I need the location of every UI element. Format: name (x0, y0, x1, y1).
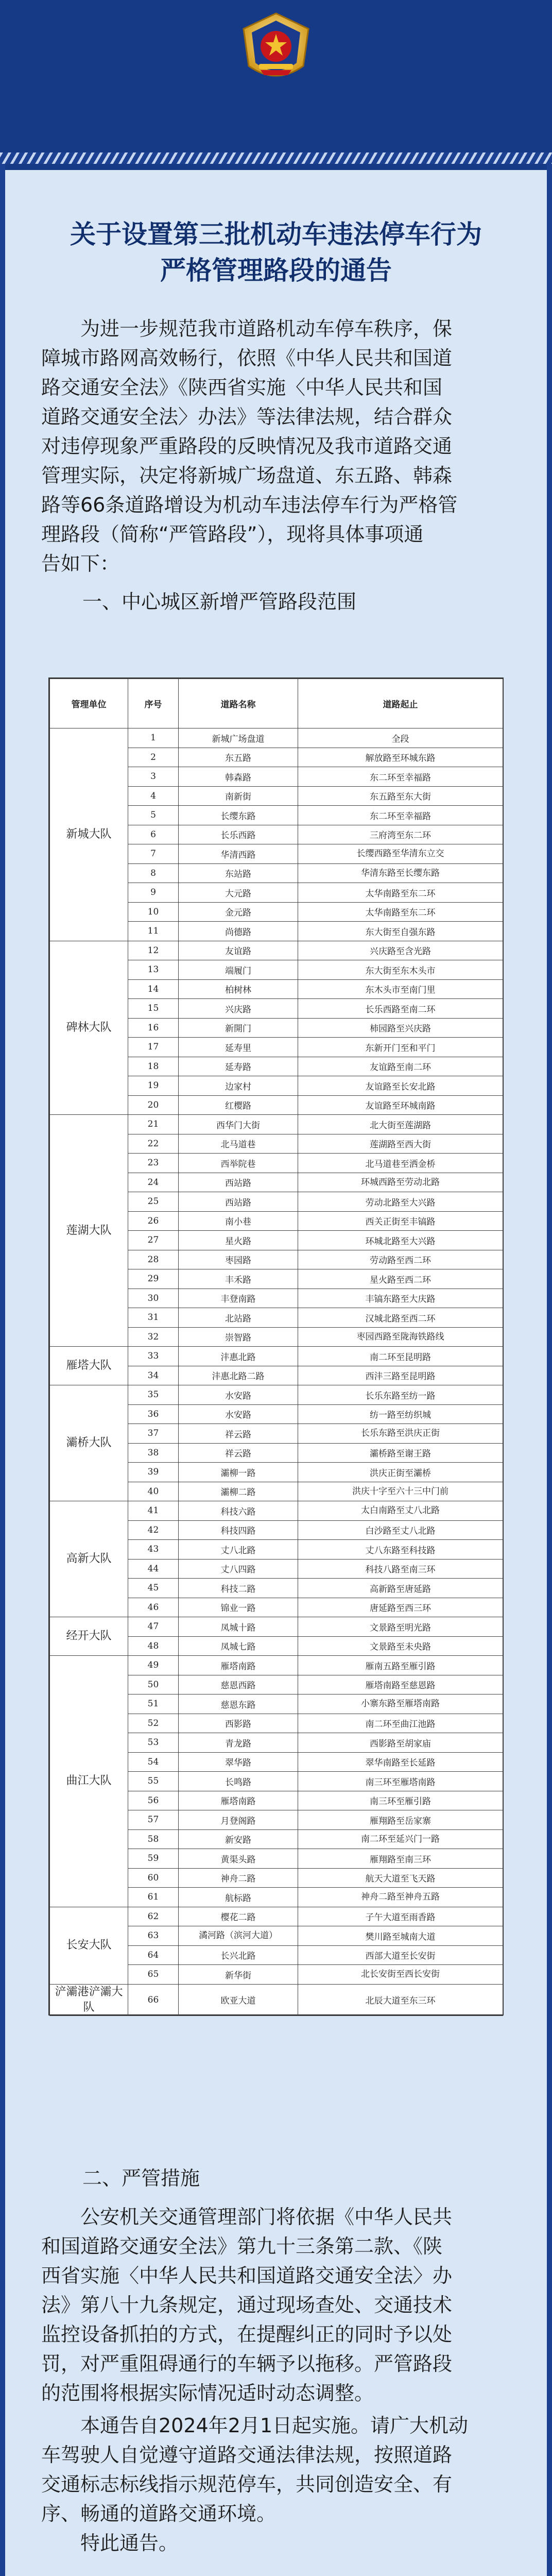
unit-cell: 经开大队 (50, 1617, 128, 1656)
road-name-cell: 星火路 (179, 1231, 298, 1250)
index-cell: 40 (128, 1482, 179, 1501)
road-name-cell: 水安路 (179, 1404, 298, 1424)
index-cell: 63 (128, 1926, 179, 1946)
unit-cell: 浐灞港浐灞大队 (50, 1984, 128, 2015)
index-cell: 23 (128, 1154, 179, 1173)
road-name-cell: 西华门大街 (179, 1115, 298, 1134)
road-range-cell: 航天大道至飞天路 (298, 1868, 503, 1888)
road-name-cell: 崇智路 (179, 1327, 298, 1347)
index-cell: 45 (128, 1579, 179, 1598)
road-range-cell: 东木头市至南门里 (298, 979, 503, 999)
index-cell: 17 (128, 1038, 179, 1057)
road-name-cell: 灞柳一路 (179, 1463, 298, 1482)
index-cell: 58 (128, 1829, 179, 1849)
road-name-cell: 北马道巷 (179, 1134, 298, 1154)
road-name-cell: 月登阁路 (179, 1810, 298, 1830)
road-range-cell: 丈八东路至科技路 (298, 1540, 503, 1560)
measures-line: 公安机关交通管理部门将依据《中华人民共 (80, 2206, 453, 2228)
road-name-cell: 新安路 (179, 1829, 298, 1849)
road-range-cell: 长乐东路至纺一路 (298, 1385, 503, 1405)
unit-cell: 碑林大队 (50, 941, 128, 1115)
index-cell: 42 (128, 1520, 179, 1540)
index-cell: 41 (128, 1501, 179, 1521)
road-range-cell: 南二环至曲江池路 (298, 1714, 503, 1733)
road-name-cell: 南小巷 (179, 1211, 298, 1231)
table-row (50, 1115, 503, 1134)
index-cell: 31 (128, 1308, 179, 1328)
road-name-cell: 翠华路 (179, 1752, 298, 1772)
road-range-cell: 解放路至环城东路 (298, 748, 503, 767)
road-name-cell: 大元路 (179, 883, 298, 903)
index-cell: 52 (128, 1714, 179, 1733)
index-cell: 19 (128, 1076, 179, 1096)
road-name-cell: 锦业一路 (179, 1598, 298, 1617)
road-name-cell: 南新街 (179, 786, 298, 806)
road-range-cell: 南二环至延兴门一路 (298, 1829, 503, 1849)
index-cell: 8 (128, 863, 179, 883)
header-unit: 管理单位 (50, 679, 128, 728)
unit-cell: 高新大队 (50, 1501, 128, 1617)
road-range-cell: 汉城北路至西二环 (298, 1308, 503, 1328)
road-name-cell: 延寿路 (179, 1057, 298, 1076)
road-range-cell: 东大街至自强东路 (298, 922, 503, 941)
index-cell: 50 (128, 1675, 179, 1694)
section-heading-1: 一、中心城区新增严管路段范围 (82, 590, 357, 613)
road-range-cell: 太白南路至丈八北路 (298, 1501, 503, 1521)
police-emblem-icon (237, 10, 315, 88)
unit-cell: 莲湖大队 (50, 1115, 128, 1347)
road-range-cell: 高新路至唐延路 (298, 1579, 503, 1598)
road-range-cell: 北大街至莲湖路 (298, 1115, 503, 1134)
road-range-cell: 子午大道至雨香路 (298, 1907, 503, 1926)
road-range-cell: 洪庆十字至六十三中门前 (298, 1482, 503, 1501)
road-name-cell: 灞柳二路 (179, 1482, 298, 1501)
road-name-cell: 华清西路 (179, 844, 298, 864)
road-name-cell: 东五路 (179, 748, 298, 767)
index-cell: 30 (128, 1289, 179, 1308)
road-name-cell: 红樱路 (179, 1095, 298, 1115)
road-range-cell: 星火路至西二环 (298, 1269, 503, 1289)
road-range-cell: 小寨东路至雁塔南路 (298, 1694, 503, 1714)
index-cell: 35 (128, 1385, 179, 1405)
index-cell: 12 (128, 941, 179, 960)
table-row (50, 1501, 503, 1521)
section-heading-2: 二、严管措施 (82, 2167, 200, 2190)
index-cell: 36 (128, 1404, 179, 1424)
index-cell: 60 (128, 1868, 179, 1888)
intro-line: 告如下： (41, 552, 120, 575)
index-cell: 15 (128, 999, 179, 1019)
index-cell: 20 (128, 1095, 179, 1115)
road-range-cell: 劳动路至西二环 (298, 1250, 503, 1269)
index-cell: 61 (128, 1888, 179, 1907)
decorative-border-top (0, 152, 552, 164)
road-range-cell: 友谊路至环城南路 (298, 1095, 503, 1115)
road-range-cell: 兴庆路至含光路 (298, 941, 503, 960)
road-name-cell: 丈八北路 (179, 1540, 298, 1560)
road-name-cell: 长乐西路 (179, 825, 298, 844)
road-name-cell: 金元路 (179, 902, 298, 922)
road-range-cell: 环城北路至大兴路 (298, 1231, 503, 1250)
road-name-cell: 神舟二路 (179, 1868, 298, 1888)
intro-paragraph (41, 314, 515, 579)
index-cell: 32 (128, 1327, 179, 1347)
table-row (50, 1347, 503, 1366)
index-cell: 14 (128, 979, 179, 999)
road-name-cell: 新開门 (179, 1018, 298, 1038)
road-range-cell: 全段 (298, 728, 503, 748)
road-range-cell: 文景路至明光路 (298, 1617, 503, 1637)
road-range-cell: 东五路至东大街 (298, 786, 503, 806)
road-name-cell: 北站路 (179, 1308, 298, 1328)
table-row (50, 941, 503, 960)
intro-line: 理路段（简称“严管路段”），现将具体事项通 (41, 523, 424, 546)
road-name-cell: 新城广场盘道 (179, 728, 298, 748)
title-line-2: 严格管理路段的通告 (160, 256, 392, 285)
decorative-border-left (0, 164, 5, 2576)
road-range-cell: 东新开门至和平门 (298, 1038, 503, 1057)
intro-line: 障城市路网高效畅行，依照《中华人民共和国道 (41, 347, 453, 369)
index-cell: 3 (128, 767, 179, 787)
index-cell: 53 (128, 1733, 179, 1753)
road-range-cell: 科技八路至南三环 (298, 1559, 503, 1579)
header-band (0, 0, 552, 170)
table-header-row (50, 679, 503, 728)
index-cell: 24 (128, 1173, 179, 1192)
intro-line: 路等66条道路增设为机动车违法停车行为严格管 (41, 494, 458, 516)
measures-line: 监控设备抓拍的方式，在提醒纠正的同时予以处 (41, 2323, 453, 2346)
road-range-cell: 西部大道至长安街 (298, 1945, 503, 1965)
index-cell: 47 (128, 1617, 179, 1637)
road-name-cell: 西影路 (179, 1714, 298, 1733)
index-cell: 59 (128, 1849, 179, 1869)
road-range-cell: 樊川路至城南大道 (298, 1926, 503, 1946)
closing-line: 特此通告。 (80, 2532, 179, 2554)
effective-line: 交通标志标线指示规范停车，共同创造安全、有 (41, 2473, 453, 2496)
road-range-cell: 洪庆正街至灞桥 (298, 1463, 503, 1482)
road-range-cell: 北长安街至西长安街 (298, 1965, 503, 1985)
index-cell: 2 (128, 748, 179, 767)
index-cell: 11 (128, 922, 179, 941)
road-name-cell: 西站路 (179, 1173, 298, 1192)
road-name-cell: 欧亚大道 (179, 1984, 298, 2015)
road-range-cell: 东二环至幸福路 (298, 767, 503, 787)
index-cell: 13 (128, 960, 179, 980)
road-name-cell: 枣园路 (179, 1250, 298, 1269)
index-cell: 57 (128, 1810, 179, 1830)
road-name-cell: 科技二路 (179, 1579, 298, 1598)
road-name-cell: 慈恩西路 (179, 1675, 298, 1694)
road-name-cell: 韩森路 (179, 767, 298, 787)
road-range-cell: 东大街至东木头市 (298, 960, 503, 980)
road-name-cell: 长兴北路 (179, 1945, 298, 1965)
measures-line: 罚，对严重阻碍通行的车辆予以拖移。严管路段 (41, 2352, 453, 2375)
road-range-cell: 环城西路至劳动北路 (298, 1173, 503, 1192)
road-range-cell: 南三环至雁引路 (298, 1791, 503, 1810)
measures-line: 和国道路交通安全法》第九十三条第二款、《陕 (41, 2235, 443, 2258)
road-name-cell: 沣惠北路 (179, 1347, 298, 1366)
road-range-cell: 翠华南路至长延路 (298, 1752, 503, 1772)
road-range-cell: 白沙路至丈八北路 (298, 1520, 503, 1540)
road-name-cell: 长缨东路 (179, 806, 298, 825)
index-cell: 44 (128, 1559, 179, 1579)
road-name-cell: 航标路 (179, 1888, 298, 1907)
measures-paragraph (41, 2202, 515, 2408)
index-cell: 33 (128, 1347, 179, 1366)
road-name-cell: 尚德路 (179, 922, 298, 941)
road-range-cell: 文景路至未央路 (298, 1636, 503, 1656)
road-range-cell: 太华南路至东二环 (298, 902, 503, 922)
measures-line: 的范围将根据实际情况适时动态调整。 (41, 2382, 374, 2404)
index-cell: 28 (128, 1250, 179, 1269)
road-name-cell: 科技六路 (179, 1501, 298, 1521)
road-name-cell: 友谊路 (179, 941, 298, 960)
effective-line: 序、畅通的道路交通环境。 (41, 2502, 277, 2525)
road-name-cell: 雁塔南路 (179, 1791, 298, 1810)
road-range-cell: 雁翔路至岳家寨 (298, 1810, 503, 1830)
road-range-cell: 友谊路至南二环 (298, 1057, 503, 1076)
road-range-cell: 雁翔路至南三环 (298, 1849, 503, 1869)
index-cell: 29 (128, 1269, 179, 1289)
road-name-cell: 长鸣路 (179, 1772, 298, 1791)
index-cell: 9 (128, 883, 179, 903)
notice-title (31, 216, 521, 289)
index-cell: 21 (128, 1115, 179, 1134)
road-range-cell: 雁塔南路至慈恩路 (298, 1675, 503, 1694)
unit-cell: 灞桥大队 (50, 1385, 128, 1501)
road-name-cell: 沣惠北路二路 (179, 1366, 298, 1385)
unit-cell: 新城大队 (50, 728, 128, 941)
index-cell: 38 (128, 1443, 179, 1463)
road-range-cell: 长乐西路至南二环 (298, 999, 503, 1019)
index-cell: 16 (128, 1018, 179, 1038)
index-cell: 37 (128, 1424, 179, 1444)
unit-cell: 曲江大队 (50, 1656, 128, 1907)
header-range: 道路起止 (298, 679, 503, 728)
road-table (48, 677, 504, 2015)
road-name-cell: 科技四路 (179, 1520, 298, 1540)
measures-line: 法》第八十九条规定，通过现场查处、交通技术 (41, 2294, 453, 2316)
index-cell: 55 (128, 1772, 179, 1791)
index-cell: 34 (128, 1366, 179, 1385)
index-cell: 25 (128, 1192, 179, 1212)
road-range-cell: 华清东路至长缨东路 (298, 863, 503, 883)
index-cell: 22 (128, 1134, 179, 1154)
road-name-cell: 慈恩东路 (179, 1694, 298, 1714)
table-row (50, 1385, 503, 1405)
road-name-cell: 祥云路 (179, 1443, 298, 1463)
index-cell: 10 (128, 902, 179, 922)
effective-paragraph (41, 2411, 515, 2558)
road-name-cell: 凤城七路 (179, 1636, 298, 1656)
road-range-cell: 劳动北路至大兴路 (298, 1192, 503, 1212)
road-range-cell: 长乐东路至洪庆正街 (298, 1424, 503, 1444)
table-row (50, 728, 503, 748)
road-range-cell: 柿园路至兴庆路 (298, 1018, 503, 1038)
index-cell: 7 (128, 844, 179, 864)
index-cell: 39 (128, 1463, 179, 1482)
intro-line: 道路交通安全法〉办法》等法律法规，结合群众 (41, 405, 453, 428)
table-row (50, 1907, 503, 1926)
road-range-cell: 唐延路至西三环 (298, 1598, 503, 1617)
index-cell: 18 (128, 1057, 179, 1076)
road-range-cell: 南二环至昆明路 (298, 1347, 503, 1366)
road-range-cell: 莲湖路至西大街 (298, 1134, 503, 1154)
index-cell: 6 (128, 825, 179, 844)
header-index: 序号 (128, 679, 179, 728)
road-name-cell: 边家村 (179, 1076, 298, 1096)
index-cell: 62 (128, 1907, 179, 1926)
road-range-cell: 东二环至幸福路 (298, 806, 503, 825)
index-cell: 5 (128, 806, 179, 825)
road-name-cell: 丈八四路 (179, 1559, 298, 1579)
road-range-cell: 太华南路至东二环 (298, 883, 503, 903)
road-range-cell: 三府湾至东二环 (298, 825, 503, 844)
road-range-cell: 灞桥路至谢王路 (298, 1443, 503, 1463)
road-name-cell: 雁塔南路 (179, 1656, 298, 1675)
road-range-cell: 北辰大道至东三环 (298, 1984, 503, 2015)
measures-line: 西省实施〈中华人民共和国道路交通安全法〉办 (41, 2264, 453, 2287)
index-cell: 65 (128, 1965, 179, 1985)
table-row (50, 1656, 503, 1675)
road-name-cell: 樱花二路 (179, 1907, 298, 1926)
road-range-cell: 丰镐东路至大庆路 (298, 1289, 503, 1308)
road-range-cell: 雁南五路至雁引路 (298, 1656, 503, 1675)
road-range-cell: 西关正街至丰镐路 (298, 1211, 503, 1231)
index-cell: 26 (128, 1211, 179, 1231)
unit-cell: 长安大队 (50, 1907, 128, 1984)
road-range-cell: 纺一路至纺织城 (298, 1404, 503, 1424)
road-range-cell: 南三环至雁塔南路 (298, 1772, 503, 1791)
road-range-cell: 西影路至胡家庙 (298, 1733, 503, 1753)
header-road: 道路名称 (179, 679, 298, 728)
decorative-border-right (547, 164, 552, 2576)
intro-line: 为进一步规范我市道路机动车停车秩序，保 (80, 317, 453, 340)
unit-cell: 雁塔大队 (50, 1347, 128, 1385)
road-name-cell: 水安路 (179, 1385, 298, 1405)
index-cell: 51 (128, 1694, 179, 1714)
index-cell: 66 (128, 1984, 179, 2015)
index-cell: 64 (128, 1945, 179, 1965)
index-cell: 27 (128, 1231, 179, 1250)
road-name-cell: 祥云路 (179, 1424, 298, 1444)
index-cell: 48 (128, 1636, 179, 1656)
road-name-cell: 丰登南路 (179, 1289, 298, 1308)
index-cell: 1 (128, 728, 179, 748)
road-range-cell: 神舟二路至神舟五路 (298, 1888, 503, 1907)
index-cell: 43 (128, 1540, 179, 1560)
index-cell: 54 (128, 1752, 179, 1772)
intro-line: 管理实际，决定将新城广场盘道、东五路、韩森 (41, 464, 453, 487)
road-name-cell: 西举院巷 (179, 1154, 298, 1173)
road-range-cell: 枣园西路至陇海铁路线 (298, 1327, 503, 1347)
index-cell: 4 (128, 786, 179, 806)
road-name-cell: 西站路 (179, 1192, 298, 1212)
road-name-cell: 青龙路 (179, 1733, 298, 1753)
effective-line: 本通告自2024年2月1日起实施。请广大机动 (80, 2414, 469, 2437)
intro-line: 路交通安全法》《陕西省实施〈中华人民共和国 (41, 376, 443, 399)
road-range-cell: 西沣三路至昆明路 (298, 1366, 503, 1385)
table-row (50, 1617, 503, 1637)
road-range-cell: 北马道巷至洒金桥 (298, 1154, 503, 1173)
index-cell: 56 (128, 1791, 179, 1810)
title-line-1: 关于设置第三批机动车违法停车行为 (70, 219, 482, 249)
road-name-cell: 兴庆路 (179, 999, 298, 1019)
table-row (50, 1984, 503, 2015)
index-cell: 46 (128, 1598, 179, 1617)
index-cell: 49 (128, 1656, 179, 1675)
road-name-cell: 柏树林 (179, 979, 298, 999)
road-name-cell: 端履门 (179, 960, 298, 980)
road-name-cell: 凤城十路 (179, 1617, 298, 1637)
intro-line: 对违停现象严重路段的反映情况及我市道路交通 (41, 435, 453, 457)
road-name-cell: 新华街 (179, 1965, 298, 1985)
effective-line: 车驾驶人自觉遵守道路交通法律法规，按照道路 (41, 2444, 453, 2466)
road-range-cell: 友谊路至长安北路 (298, 1076, 503, 1096)
road-name-cell: 延寿里 (179, 1038, 298, 1057)
road-range-cell: 长缨西路至华清东立交 (298, 844, 503, 864)
road-name-cell: 黄渠头路 (179, 1849, 298, 1869)
road-name-cell: 丰禾路 (179, 1269, 298, 1289)
road-name-cell: 潏河路（滨河大道） (179, 1926, 298, 1946)
road-name-cell: 东站路 (179, 863, 298, 883)
